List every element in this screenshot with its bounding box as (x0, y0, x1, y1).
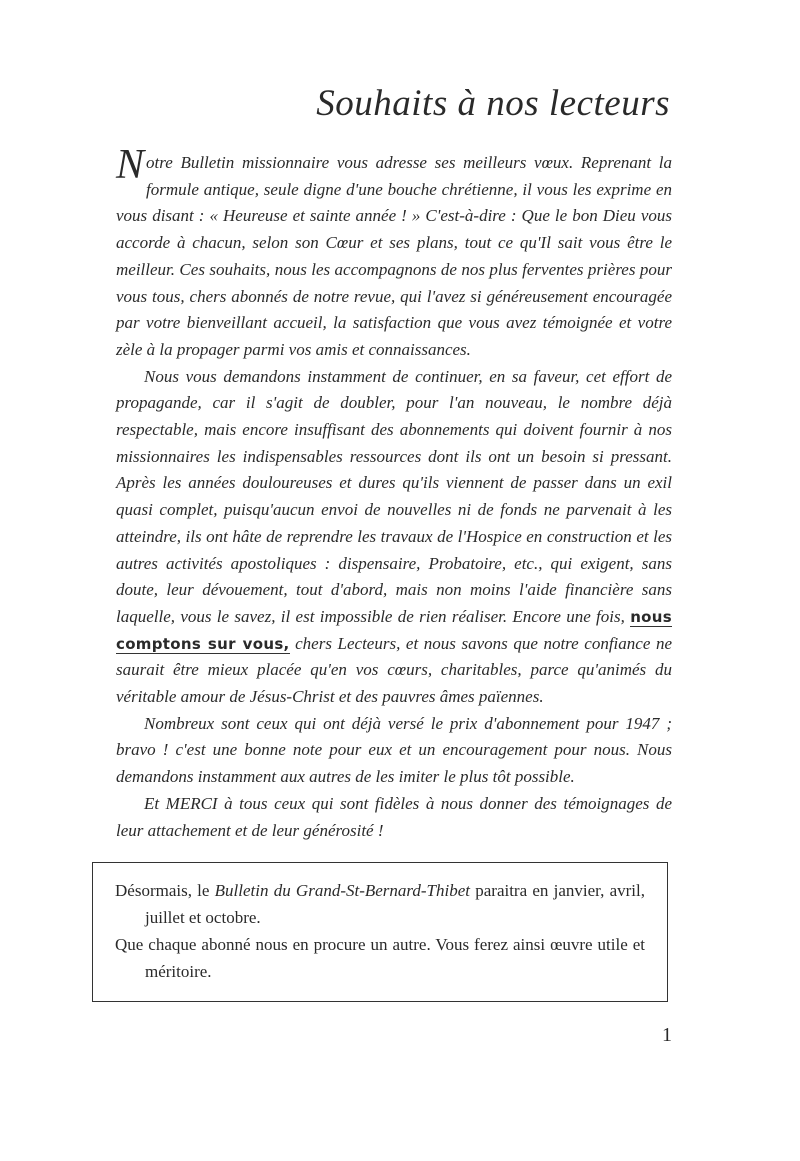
paragraph-3 (116, 711, 672, 791)
emphasis-phrase: nous comptons sur vous, (116, 607, 672, 653)
article-body (116, 142, 672, 844)
paragraph-1 (116, 142, 672, 364)
notice-line-1-post: paraitra en janvier, avril, juillet et octobre. (145, 881, 646, 927)
notice-line-1-pre: Désormais, le (115, 881, 210, 900)
paragraph-2-text-start: Nous vous demandons instamment de continuer, en sa faveur, cet effort de propagande, car il s'agit de doubler, pour l'an nouveau, le nombre déjà respectable, mais encore insuffisant des abonnements qui doivent fournir à nos missionnaires les indispensables ressources dont ils ont un besoin si pressant. Après les années douloureuses et dures qu'ils viennent de passer dans un exil quasi complet, puisqu'aucun envoi de nouvelles ni de fonds ne parvenait à les atteindre, ils ont hâte de reprendre les travaux de l'Hospice en construction et les autres activités apostoliques : dispensaire, Probatoire, etc., qui exigent, sans doute, leur dévouement, tout d'abord, mais non moins l'aide financière sans laquelle, vous le savez, il est impossible de rien réaliser. Encore une fois, (116, 366, 672, 626)
notice-box (92, 862, 668, 1002)
drop-cap: N (116, 142, 145, 188)
paragraph-3-text: Nombreux sont ceux qui ont déjà versé le prix d'abonnement pour 1947 ; bravo ! c'est une bonne note pour eux et un encouragement pour nous. Nous demandons instamment aux autres de les imiter le plus tôt possible. (116, 713, 672, 787)
paragraph-2-text-end: chers Lecteurs, et nous savons que notre confiance ne saurait être mieux placée qu'en vos cœurs, charitables, parce qu'animés du véritable amour de Jésus-Christ et des pauvres âmes païennes. (116, 633, 672, 707)
notice-line-2: Que chaque abonné nous en procure un autre. Vous ferez ainsi œuvre utile et méritoire. (115, 935, 645, 981)
paragraph-1-text: otre Bulletin missionnaire vous adresse ses meilleurs vœux. Reprenant la formule antique, seule digne d'une bouche chrétienne, il vous les exprime en vous disant : « Heureuse et sainte année ! » C'est-à-dire : Que le bon Dieu vous accorde à chacun, selon son Cœur et ses plans, tout ce qu'Il sait vous être le meilleur. Ces souhaits, nous les accompagnons de nos plus ferventes prières pour vous tous, chers abonnés de notre revue, qui l'avez si généreusement encouragée par votre bienveillant accueil, la satisfaction que vous avez témoignée et votre zèle à la propager parmi vos amis et connaissances. (116, 153, 672, 359)
page-title: Souhaits à nos lecteurs (316, 83, 670, 124)
page-number: 1 (662, 1024, 672, 1046)
bulletin-title: Bulletin du Grand-St-Bernard-Thibet (214, 881, 471, 900)
notice-line-1 (115, 877, 645, 931)
paragraph-4 (116, 791, 672, 844)
paragraph-2 (116, 364, 672, 711)
paragraph-4-text: Et MERCI à tous ceux qui sont fidèles à nous donner des témoignages de leur attachement et de leur générosité ! (116, 793, 672, 840)
